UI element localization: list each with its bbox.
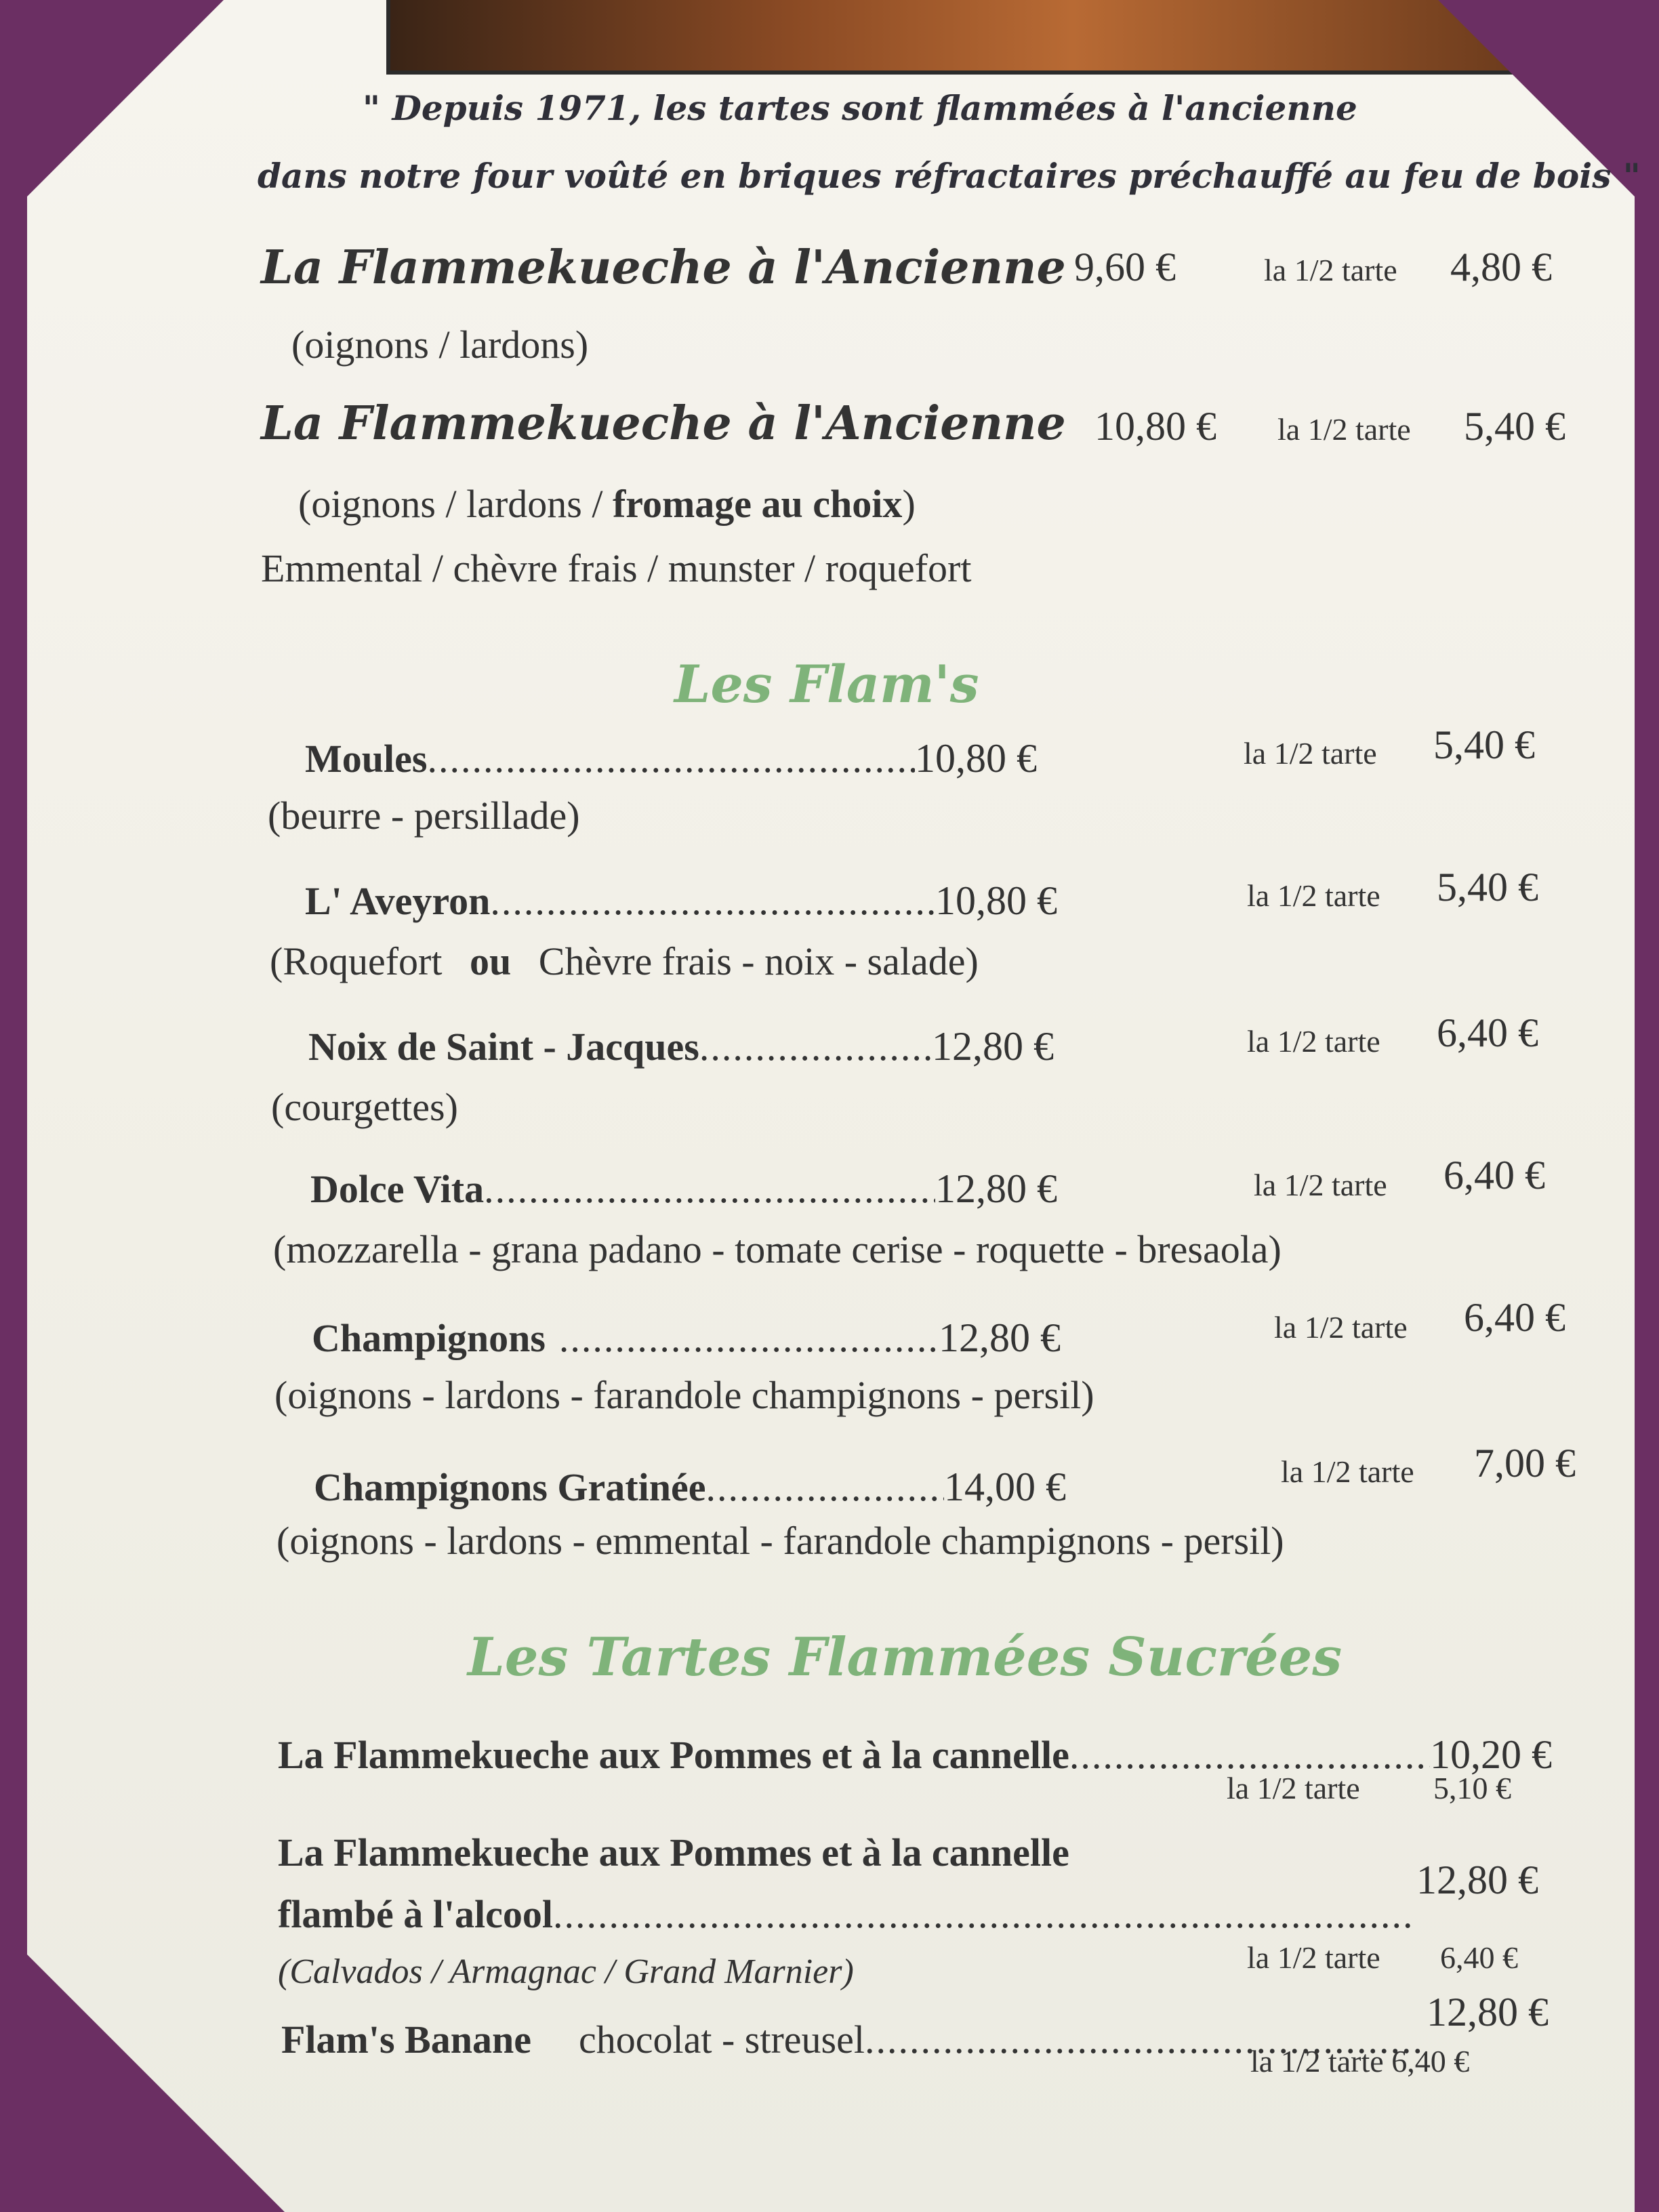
classic-1-half-price: 4,80 € [1450,245,1552,289]
sweet-3-price: 12,80 € [1427,1990,1549,2034]
flam-5-leader [559,1315,939,1361]
classic-1-half-label: la 1/2 tarte [1264,253,1397,287]
classic-1-name: La Flammekueche à l'Ancienne [261,241,1066,295]
flam-2-half-price: 5,40 € [1437,865,1538,909]
classic-2-desc-c: ) [902,482,916,526]
flam-2-desc-a: (Roquefort [270,939,443,983]
sweet-2-name-line1: La Flammekueche aux Pommes et à la cannelle [278,1830,1069,1875]
flam-6-leader [705,1465,944,1510]
flam-3-half-price: 6,40 € [1437,1010,1538,1055]
classic-1-price: 9,60 € [1074,245,1176,289]
tagline-line1: " Depuis 1971, les tartes sont flammées à l'ancienne [363,88,1357,128]
sweet-1-price: 10,20 € [1430,1732,1552,1777]
flam-2-half-label: la 1/2 tarte [1247,878,1380,913]
flam-1-row [305,735,1037,782]
corner-holder-bottom-left [27,1954,285,2212]
sweet-2-desc: (Calvados / Armagnac / Grand Marnier) [278,1952,854,1991]
flam-2-leader [490,878,935,924]
flam-3-half-label: la 1/2 tarte [1247,1024,1380,1059]
flam-5-half-price: 6,40 € [1464,1295,1565,1340]
flam-5-desc: (oignons - lardons - farandole champignons - persil) [274,1373,1094,1417]
flam-4-half-label: la 1/2 tarte [1254,1168,1387,1202]
sweet-2-price: 12,80 € [1416,1858,1538,1902]
flam-4-price: 12,80 € [935,1166,1057,1211]
flam-2-price: 10,80 € [935,878,1057,923]
flam-5-row [312,1315,1061,1361]
flam-2-desc [270,939,979,984]
classic-2-desc-a: (oignons / lardons / [298,482,613,526]
sweet-3-name: Flam's Banane [281,2018,531,2062]
sweet-1-name: La Flammekueche aux Pommes et à la cannelle [278,1733,1069,1777]
classic-2-half-label: la 1/2 tarte [1277,412,1411,447]
flam-6-price: 14,00 € [944,1465,1066,1509]
flam-2-desc-c: Chèvre frais - noix - salade) [538,939,979,983]
classic-2-price: 10,80 € [1094,404,1216,449]
flam-4-half-price: 6,40 € [1443,1153,1545,1197]
classic-2-half-price: 5,40 € [1464,404,1565,449]
sweet-1-half-price: 5,10 € [1433,1771,1511,1805]
flam-6-half-label: la 1/2 tarte [1281,1454,1414,1489]
tagline-line2: dans notre four voûté en briques réfractaires préchauffé au feu de bois " [258,156,1641,196]
flam-4-leader [484,1166,935,1212]
flam-5-price: 12,80 € [939,1315,1061,1360]
flam-2-name: L' Aveyron [305,879,491,923]
flam-5-name: Champignons [312,1316,546,1360]
flam-6-row [314,1464,1066,1511]
section-title-flams: Les Flam's [674,654,979,714]
flam-1-leader [427,736,915,781]
flam-1-name: Moules [305,737,428,781]
section-title-sweet: Les Tartes Flammées Sucrées [468,1626,1343,1688]
flam-2-desc-b: ou [470,939,512,983]
sweet-2-half-label: la 1/2 tarte [1247,1940,1380,1975]
sweet-2-name-line2: flambé à l'alcool [278,1892,553,1936]
flam-4-name: Dolce Vita [310,1167,485,1211]
flam-1-half-price: 5,40 € [1433,722,1535,767]
sweet-2-leader [553,1891,1416,1937]
sweet-1-row [278,1732,1552,1778]
flam-3-leader [699,1024,932,1069]
menu-page [27,0,1635,2212]
sweet-3-half: la 1/2 tarte 6,40 € [1250,2044,1470,2078]
flam-4-desc: (mozzarella - grana padano - tomate cerise - roquette - bresaola) [273,1227,1282,1271]
header-photo [386,0,1532,75]
sweet-2-row [278,1858,1538,1938]
sweet-2-half-price: 6,40 € [1440,1940,1518,1975]
flam-1-half-label: la 1/2 tarte [1244,736,1377,771]
flam-3-name: Noix de Saint - Jacques [308,1025,699,1069]
classic-2-desc [298,481,916,527]
flam-3-desc: (courgettes) [271,1085,458,1129]
flam-1-price: 10,80 € [915,736,1037,781]
flam-5-half-label: la 1/2 tarte [1274,1310,1408,1345]
classic-2-desc-b: fromage au choix [612,482,903,526]
corner-holder-top-left [27,0,224,197]
flam-6-desc: (oignons - lardons - emmental - farandole champignons - persil) [276,1519,1284,1563]
classic-2-cheeses: Emmental / chèvre frais / munster / roquefort [261,546,972,590]
flam-6-name: Champignons Gratinée [314,1465,706,1509]
flam-4-row [310,1166,1057,1212]
flam-6-half-price: 7,00 € [1474,1441,1576,1486]
classic-2-name: La Flammekueche à l'Ancienne [261,396,1066,451]
sweet-1-half-label: la 1/2 tarte [1227,1771,1360,1805]
flam-1-desc: (beurre - persillade) [268,794,580,838]
flam-3-price: 12,80 € [932,1024,1054,1069]
flam-2-row [305,878,1057,924]
sweet-3-desc: chocolat - streusel [579,2018,865,2062]
classic-1-desc: (oignons / lardons) [291,323,589,367]
flam-3-row [308,1023,1054,1070]
